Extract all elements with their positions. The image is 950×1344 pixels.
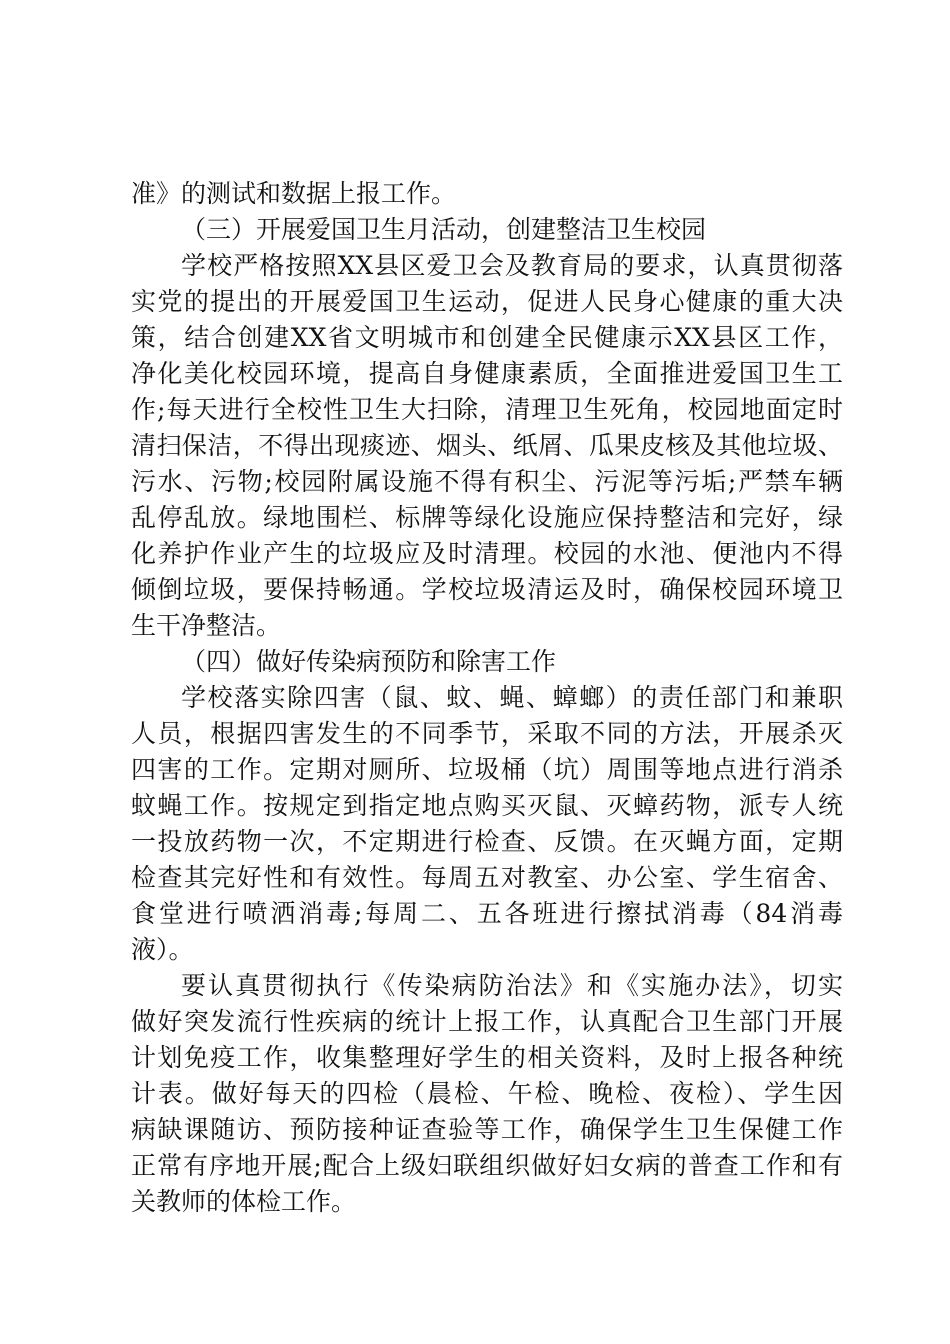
paragraph-line: 学校落实除四害（鼠、蚊、蝇、蟑螂）的责任部门和兼职 — [181, 683, 843, 712]
paragraph-line: 液）。 — [131, 935, 194, 964]
paragraph-line: 病缺课随访、预防接种证查验等工作，确保学生卫生保健工作 — [131, 1115, 843, 1144]
paragraph-line: 策，结合创建XX省文明城市和创建全民健康示XX县区工作， — [131, 323, 843, 352]
paragraph-line: 计划免疫工作，收集整理好学生的相关资料，及时上报各种统 — [131, 1043, 843, 1072]
paragraph-line: 倾倒垃圾，要保持畅通。学校垃圾清运及时，确保校园环境卫 — [131, 575, 843, 604]
paragraph-line: 学校严格按照XX县区爱卫会及教育局的要求，认真贯彻落 — [181, 251, 843, 280]
paragraph-line: 正常有序地开展;配合上级妇联组织做好妇女病的普查工作和有 — [131, 1151, 843, 1180]
paragraph-line: 乱停乱放。绿地围栏、标牌等绿化设施应保持整洁和完好，绿 — [131, 503, 843, 532]
paragraph-line: 作;每天进行全校性卫生大扫除，清理卫生死角，校园地面定时 — [131, 395, 843, 424]
paragraph-line: 人员，根据四害发生的不同季节，采取不同的方法，开展杀灭 — [131, 719, 843, 748]
paragraph-line: 生干净整洁。 — [131, 611, 282, 640]
paragraph-line: 污水、污物;校园附属设施不得有积尘、污泥等污垢;严禁车辆 — [131, 467, 843, 496]
paragraph-line: 一投放药物一次，不定期进行检查、反馈。在灭蝇方面，定期 — [131, 827, 843, 856]
paragraph-line: 计表。做好每天的四检（晨检、午检、晚检、夜检）、学生因 — [131, 1079, 843, 1108]
paragraph-line: 要认真贯彻执行《传染病防治法》和《实施办法》，切实 — [181, 971, 843, 1000]
paragraph-line: 做好突发流行性疾病的统计上报工作，认真配合卫生部门开展 — [131, 1007, 843, 1036]
paragraph-line: 准》的测试和数据上报工作。 — [131, 179, 457, 208]
paragraph-line: 食堂进行喷洒消毒;每周二、五各班进行擦拭消毒（84消毒 — [131, 899, 843, 928]
paragraph-line: 四害的工作。定期对厕所、垃圾桶（坑）周围等地点进行消杀 — [131, 755, 843, 784]
paragraph-line: 化养护作业产生的垃圾应及时清理。校园的水池、便池内不得 — [131, 539, 843, 568]
paragraph-line: 清扫保洁，不得出现痰迹、烟头、纸屑、瓜果皮核及其他垃圾、 — [131, 431, 843, 460]
paragraph-line: 实党的提出的开展爱国卫生运动，促进人民身心健康的重大决 — [131, 287, 843, 316]
paragraph-line: 净化美化校园环境，提高自身健康素质，全面推进爱国卫生工 — [131, 359, 843, 388]
section-heading: （三）开展爱国卫生月活动，创建整洁卫生校园 — [181, 215, 707, 244]
paragraph-line: 蚊蝇工作。按规定到指定地点购买灭鼠、灭蟑药物，派专人统 — [131, 791, 843, 820]
paragraph-line: 检查其完好性和有效性。每周五对教室、办公室、学生宿舍、 — [131, 863, 843, 892]
section-heading: （四）做好传染病预防和除害工作 — [181, 647, 557, 676]
paragraph-line: 关教师的体检工作。 — [131, 1187, 357, 1216]
